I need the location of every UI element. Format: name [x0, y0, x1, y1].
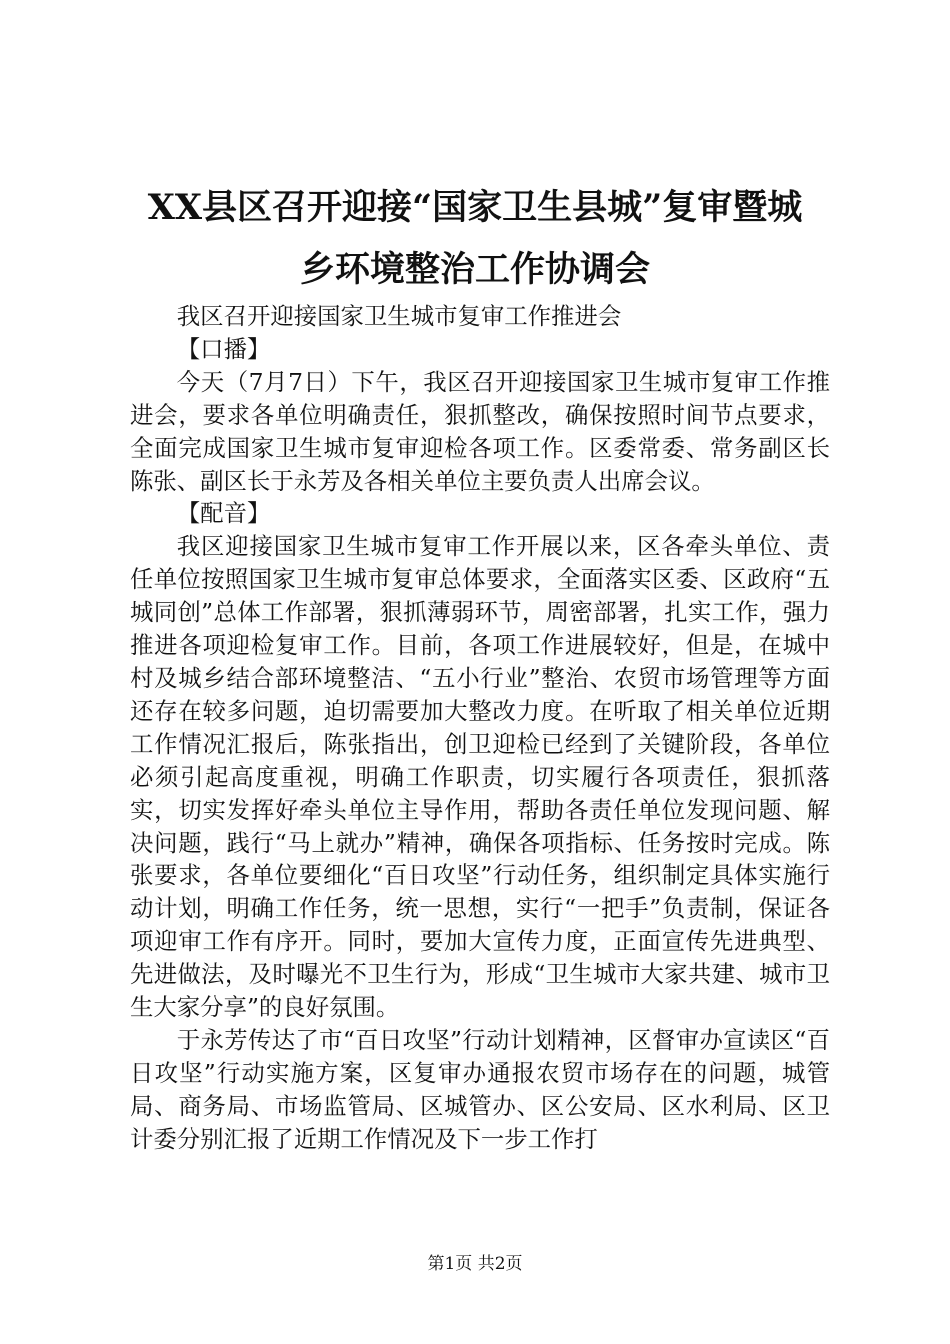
- section-label-broadcast: 【口播】: [176, 334, 271, 363]
- document-body: [130, 300, 830, 1156]
- section-label-voiceover: 【配音】: [176, 499, 271, 528]
- document-title-line-2: 乡环境整治工作协调会: [299, 249, 650, 290]
- subtitle-paragraph: 我区召开迎接国家卫生城市复审工作推进会: [176, 302, 622, 330]
- body-paragraph: 于永芳传达了市“百日攻坚”行动计划精神，区督审办宣读区“百日攻坚”行动实施方案，区复审办通报农贸市场存在的问题，城管局、商务局、市场监管局、区城管办、区公安局、区水利局、区卫计委分别汇报了近期工作情况及下一步工作打: [130, 1025, 830, 1153]
- body-paragraph: 今天（7月7日）下午，我区召开迎接国家卫生城市复审工作推进会，要求各单位明确责任，狠抓整改，确保按照时间节点要求，全面完成国家卫生城市复审迎检各项工作。区委常委、常务副区长陈张、副区长于永芳及各相关单位主要负责人出席会议。: [130, 367, 830, 495]
- document-title-line-1: XX县区召开迎接“国家卫生县城”复审暨城: [147, 187, 803, 228]
- body-paragraph: 我区迎接国家卫生城市复审工作开展以来，区各牵头单位、责任单位按照国家卫生城市复审总体要求，全面落实区委、区政府“五城同创”总体工作部署，狠抓薄弱环节，周密部署，扎实工作，强力推进各项迎检复审工作。目前，各项工作进展较好，但是，在城中村及城乡结合部环境整洁、“五小行业”整治、农贸市场管理等方面还存在较多问题，迫切需要加大整改力度。在听取了相关单位近期工作情况汇报后，陈张指出，创卫迎检已经到了关键阶段，各单位必须引起高度重视，明确工作职责，切实履行各项责任，狠抓落实，切实发挥好牵头单位主导作用，帮助各责任单位发现问题、解决问题，践行“马上就办”精神，确保各项指标、任务按时完成。陈张要求，各单位要细化“百日攻坚”行动任务，组织制定具体实施行动计划，明确工作任务，统一思想，实行“一把手”负责制，保证各项迎审工作有序开。同时，要加大宣传力度，正面宣传先进典型、先进做法，及时曝光不卫生行为，形成“卫生城市大家共建、城市卫生大家分享”的良好氛围。: [130, 532, 830, 1022]
- page-number-footer: 第1页 共2页: [427, 1254, 523, 1274]
